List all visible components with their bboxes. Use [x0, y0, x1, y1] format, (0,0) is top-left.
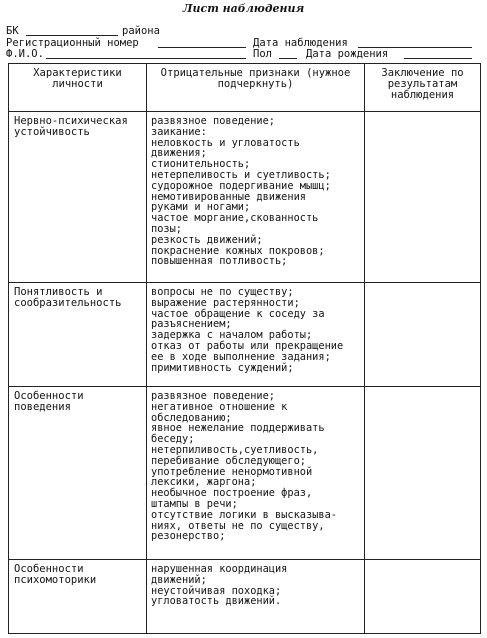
sign-item[interactable]: вопросы не по существу; [151, 286, 294, 298]
sign-item[interactable]: заикание: [151, 125, 207, 138]
column-header-characteristics: Характеристики личности [9, 64, 147, 112]
sign-item[interactable]: необычное построение фраз, [151, 487, 313, 500]
sign-item[interactable]: обследованию; [151, 411, 232, 424]
sign-item[interactable]: задержка с началом работы; [151, 329, 313, 342]
table-row [9, 112, 481, 283]
sign-item[interactable]: лексики, жаргона; [151, 476, 257, 489]
sign-item[interactable]: неловкость и угловатость [151, 136, 300, 149]
sign-item[interactable]: движения; [151, 147, 207, 160]
table-row [9, 283, 481, 387]
observation-table [8, 63, 481, 634]
signs-cell [147, 112, 365, 283]
sign-item[interactable]: неустойчивая походка; [151, 584, 282, 597]
sign-item[interactable]: беседу; [151, 433, 195, 446]
sign-item[interactable]: позы; [151, 222, 182, 235]
sign-item[interactable]: немотивированные движения [151, 190, 306, 203]
table-header-row [9, 64, 481, 112]
sign-item[interactable]: отсутствие логики в высказыва- [151, 508, 337, 521]
sign-item[interactable]: отказ от работы или прекращение [151, 339, 344, 352]
fio-field-line[interactable] [46, 58, 246, 59]
sign-item[interactable]: стионительность; [151, 158, 251, 171]
reg-number-field-line[interactable] [158, 47, 246, 48]
bk-field-line[interactable] [26, 35, 118, 36]
sign-item[interactable]: выражение растерянности; [151, 296, 300, 309]
conclusion-cell[interactable] [365, 112, 481, 283]
sign-item[interactable]: штампы в речи; [151, 497, 238, 510]
signs-cell [147, 387, 365, 560]
sign-item[interactable]: перебивание обследующего; [151, 454, 306, 467]
rayon-label: района [122, 25, 160, 37]
characteristic-cell: Особенности поведения [9, 387, 147, 560]
characteristic-cell: Особенности психомоторики [9, 560, 147, 634]
conclusion-cell[interactable] [365, 283, 481, 387]
sign-item[interactable]: развязное поведение; [151, 115, 275, 127]
sign-item[interactable]: движений; [151, 573, 207, 586]
date-observation-label: Дата наблюдения [253, 37, 348, 49]
sign-item[interactable]: нарушенная координация [151, 563, 288, 575]
sign-item[interactable]: повышенная потливость; [151, 255, 288, 268]
signs-cell [147, 283, 365, 387]
table-row [9, 387, 481, 560]
conclusion-cell[interactable] [365, 560, 481, 634]
characteristic-cell: Понятливость и сообразительность [9, 283, 147, 387]
sign-item[interactable]: покраснение кожных покровов; [151, 244, 325, 257]
birth-date-field-line[interactable] [404, 58, 472, 59]
table-row [9, 560, 481, 634]
column-header-signs: Отрицательные признаки (нужное подчеркнуть) [147, 64, 365, 112]
sex-field-line[interactable] [279, 58, 297, 59]
sign-item[interactable]: нетерпиливость,суетливость, [151, 443, 319, 456]
sign-item[interactable]: ее в ходе выполнение задания; [151, 350, 331, 363]
sign-item[interactable]: частое моргание,скованность [151, 212, 319, 225]
sign-item[interactable]: негативное отношение к [151, 400, 288, 413]
sign-item[interactable]: резкость движений; [151, 233, 263, 246]
sign-item[interactable]: ниях, ответы не по существу, [151, 519, 325, 532]
column-header-conclusion: Заключение по результатам наблюдения [365, 64, 481, 112]
signs-cell [147, 560, 365, 634]
sign-item[interactable]: угловатость движений. [151, 595, 282, 608]
sign-item[interactable]: развязное поведение; [151, 390, 275, 402]
sign-item[interactable]: употребление ненормотивной [151, 465, 313, 478]
reg-number-label: Регистрационный номер [6, 37, 139, 49]
page-title: Лист наблюдения [182, 2, 305, 15]
fio-label: Ф.И.О. [6, 48, 44, 60]
sex-label: Пол [253, 48, 272, 60]
sign-item[interactable]: нетерпеливость и суетливость; [151, 168, 331, 181]
sign-item[interactable]: резонерство; [151, 530, 226, 543]
birth-date-label: Дата рождения [306, 48, 389, 60]
sign-item[interactable]: судорожное подергивание мышц; [151, 179, 331, 192]
sign-item[interactable]: явное нежелание поддерживать [151, 422, 325, 435]
sign-item[interactable]: руками и ногами; [151, 201, 251, 214]
sign-item[interactable]: примитивность суждений; [151, 361, 294, 374]
bk-label: БК [6, 25, 19, 37]
sign-item[interactable]: разъяснением; [151, 318, 232, 331]
characteristic-cell: Нервно-психическая устойчивость [9, 112, 147, 283]
conclusion-cell[interactable] [365, 387, 481, 560]
sign-item[interactable]: частое обращение к соседу за [151, 307, 325, 320]
